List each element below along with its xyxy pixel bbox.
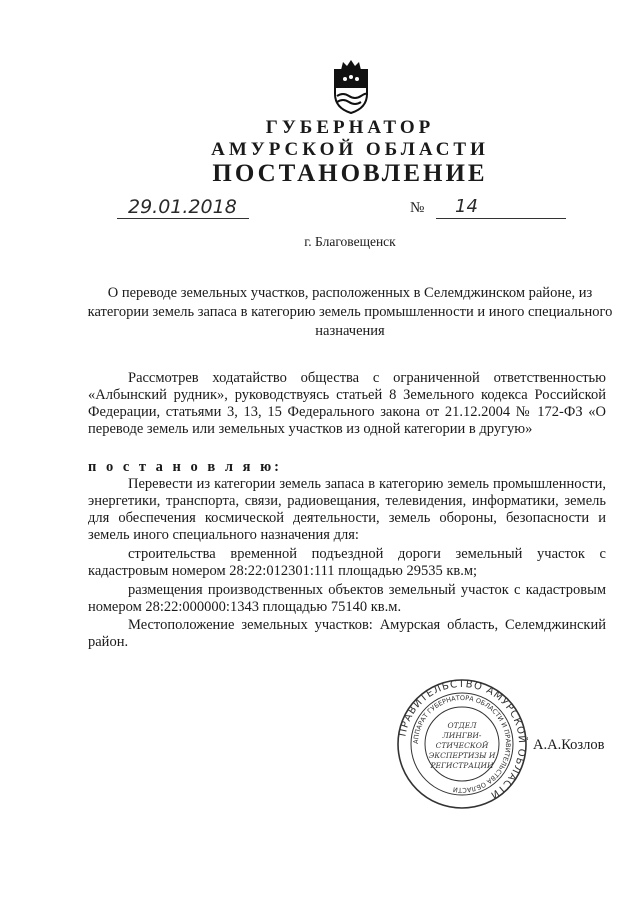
official-stamp-icon — [396, 678, 528, 810]
date-underline — [117, 218, 249, 219]
location-paragraph: Местоположение земельных участков: Амурская область, Селемджинский район. — [88, 617, 606, 650]
handwritten-number: 14 — [455, 196, 478, 217]
svg-text:АППАРАТ ГУБЕРНАТОРА ОБЛАСТИ И: АППАРАТ ГУБЕРНАТОРА ОБЛАСТИ И ПРАВИТЕЛЬСТВА ОБЛАСТИ — [411, 693, 513, 795]
header-title-governor: ГУБЕРНАТОР — [265, 117, 435, 138]
amur-region-emblem-icon — [329, 58, 373, 114]
handwritten-date: 29.01.2018 — [128, 196, 237, 218]
document-type: ПОСТАНОВЛЕНИЕ — [212, 160, 488, 187]
svg-text:ПРАВИТЕЛЬСТВО АМУРСКОЙ ОБЛАСТИ: ПРАВИТЕЛЬСТВО АМУРСКОЙ ОБЛАСТИ — [397, 678, 528, 801]
decree-item-facilities: размещения производственных объектов земельный участок с кадастровым номером 28:22:000000:1343 площадью 75140 кв.м. — [88, 582, 606, 615]
intro-paragraph: Рассмотрев ходатайство общества с ограниченной ответственностью «Албынский рудник», руководствуясь статьей 8 Земельного кодекса Российской Федерации, статьями 3, 13, 15 Федерального закона от 21.12.2004 № 172-ФЗ «О переводе земель или земельных участков из одной категории в другую» — [88, 370, 606, 437]
decree-paragraph-1: Перевести из категории земель запаса в категорию земель промышленности, энергетики, транспорта, связи, радиовещания, телевидения, информатики, земель для обеспечения космической деятельности, земель обороны, безопасности и земель иного специального назначения для: — [88, 476, 606, 543]
document-title: О переводе земельных участков, расположенных в Селемджинском районе, из категории земель запаса в категорию земель промышленности и иного специального назначения — [87, 285, 613, 339]
svg-text:ЛИНГВИ-: ЛИНГВИ- — [442, 731, 482, 740]
number-label: № — [410, 200, 425, 216]
svg-text:ОТДЕЛ: ОТДЕЛ — [447, 721, 477, 730]
resolve-heading: п о с т а н о в л я ю: — [88, 459, 282, 475]
svg-text:СТИЧЕСКОЙ: СТИЧЕСКОЙ — [435, 741, 489, 750]
signatory-name: А.А.Козлов — [533, 737, 605, 753]
number-underline — [436, 218, 566, 219]
svg-text:РЕГИСТРАЦИИ: РЕГИСТРАЦИИ — [430, 761, 494, 770]
header-title-region: АМУРСКОЙ ОБЛАСТИ — [211, 139, 489, 160]
decree-item-road: строительства временной подъездной дороги земельный участок с кадастровым номером 28:22:012301:111 площадью 29535 кв.м; — [88, 546, 606, 579]
city-name: г. Благовещенск — [304, 234, 396, 249]
svg-text:ЭКСПЕРТИЗЫ И: ЭКСПЕРТИЗЫ И — [428, 751, 496, 760]
